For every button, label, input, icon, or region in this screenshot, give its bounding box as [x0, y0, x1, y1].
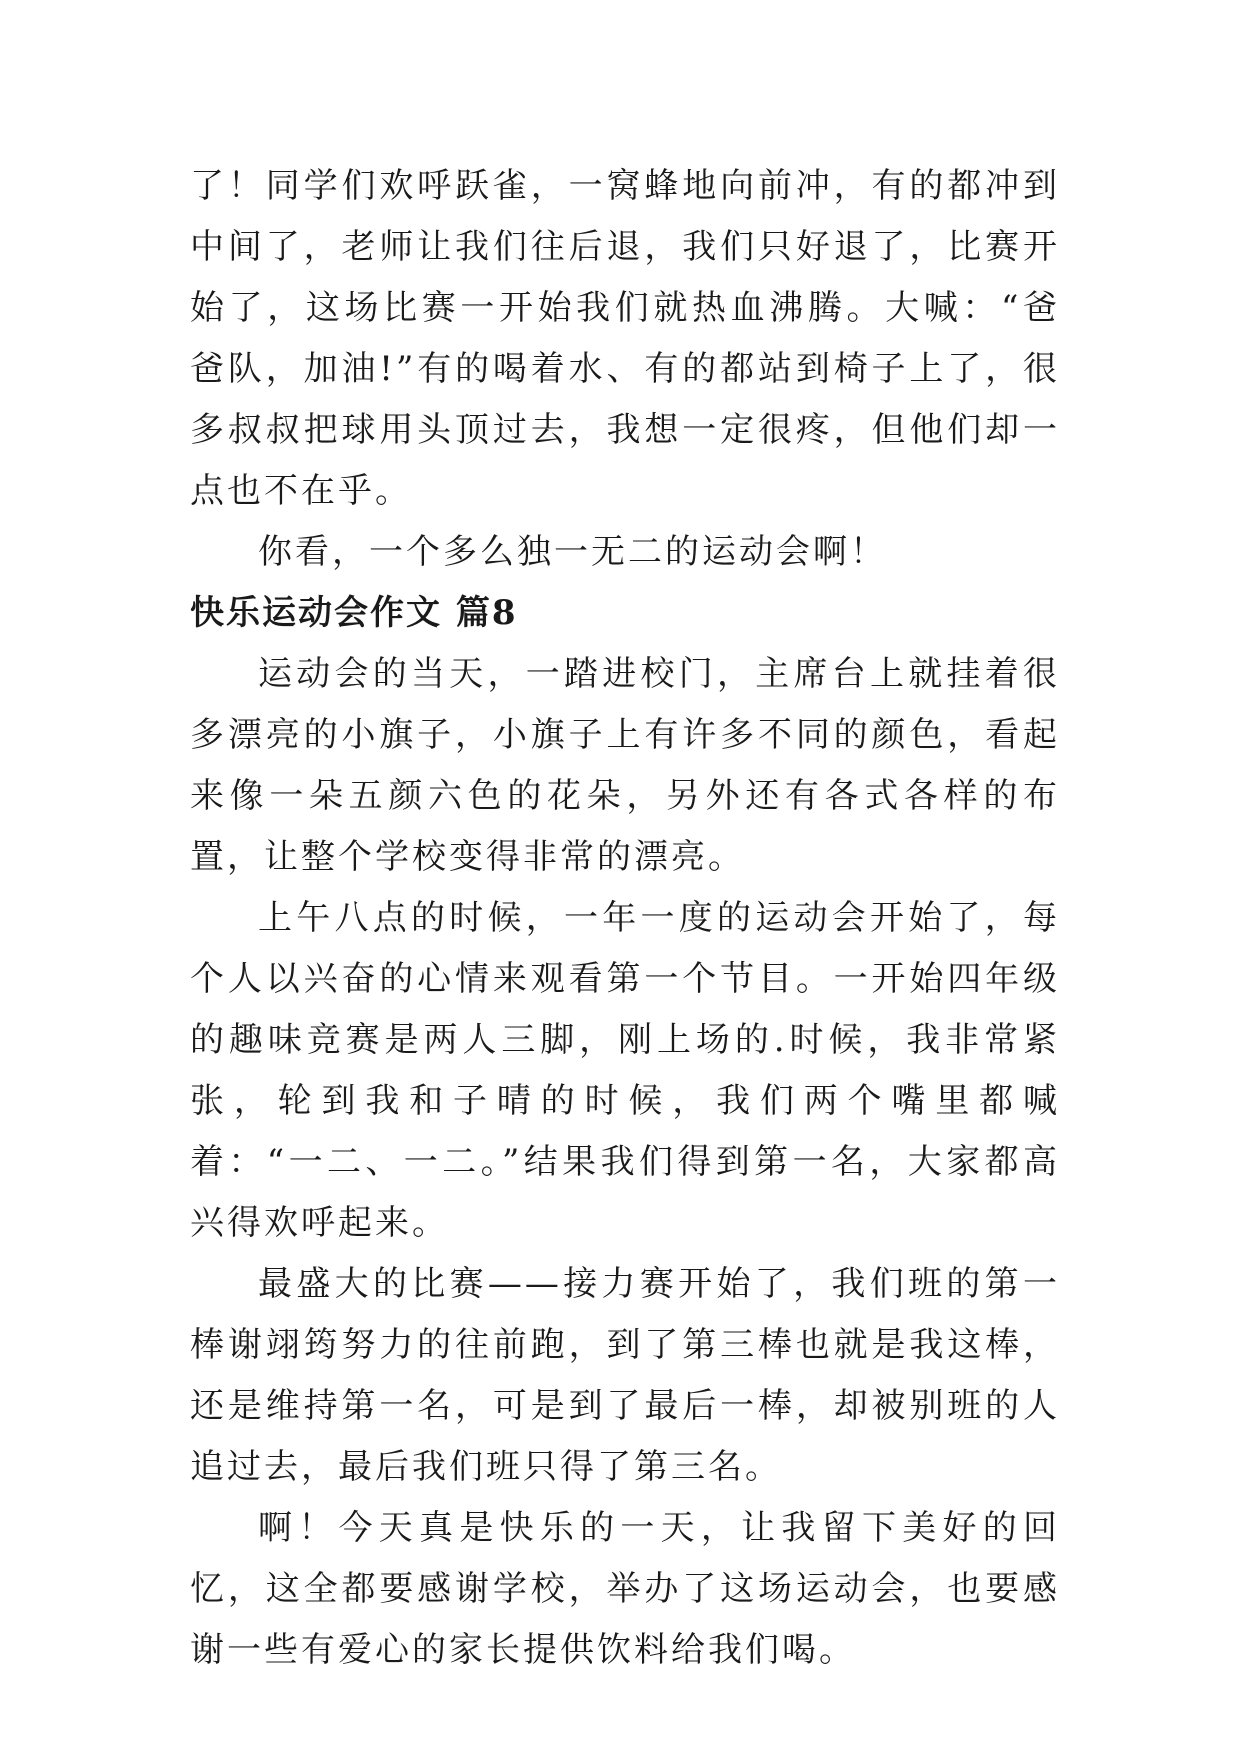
paragraph-4: 啊！今天真是快乐的一天，让我留下美好的回忆，这全都要感谢学校，举办了这场运动会，也要感谢一些有爱心的家长提供饮料给我们喝。: [190, 1508, 1060, 1670]
paragraph-1: 运动会的当天，一踏进校门，主席台上就挂着很多漂亮的小旗子，小旗子上有许多不同的颜色，看起来像一朵五颜六色的花朵，另外还有各式各样的布置，让整个学校变得非常的漂亮。: [190, 654, 1060, 877]
paragraph-exclamation: 你看，一个多么独一无二的运动会啊！: [258, 532, 887, 572]
section-heading: 快乐运动会作文 篇8: [190, 593, 518, 633]
document-body: [190, 156, 1060, 1681]
paragraph-2: 上午八点的时候，一年一度的运动会开始了，每个人以兴奋的心情来观看第一个节目。一开始四年级的趣味竞赛是两人三脚，刚上场的.时候，我非常紧张，轮到我和子晴的时候，我们两个嘴里都喊着：“一二、一二。”结果我们得到第一名，大家都高兴得欢呼起来。: [190, 898, 1060, 1243]
paragraph-3: 最盛大的比赛——接力赛开始了，我们班的第一棒谢翊筠努力的往前跑，到了第三棒也就是我这棒，还是维持第一名，可是到了最后一棒，却被别班的人追过去，最后我们班只得了第三名。: [190, 1264, 1060, 1487]
paragraph-continuation: 了！同学们欢呼跃雀，一窝蜂地向前冲，有的都冲到中间了，老师让我们往后退，我们只好退了，比赛开始了，这场比赛一开始我们就热血沸腾。大喊：“爸爸队，加油!”有的喝着水、有的都站到椅子上了，很多叔叔把球用头顶过去，我想一定很疼，但他们却一点也不在乎。: [190, 166, 1060, 511]
